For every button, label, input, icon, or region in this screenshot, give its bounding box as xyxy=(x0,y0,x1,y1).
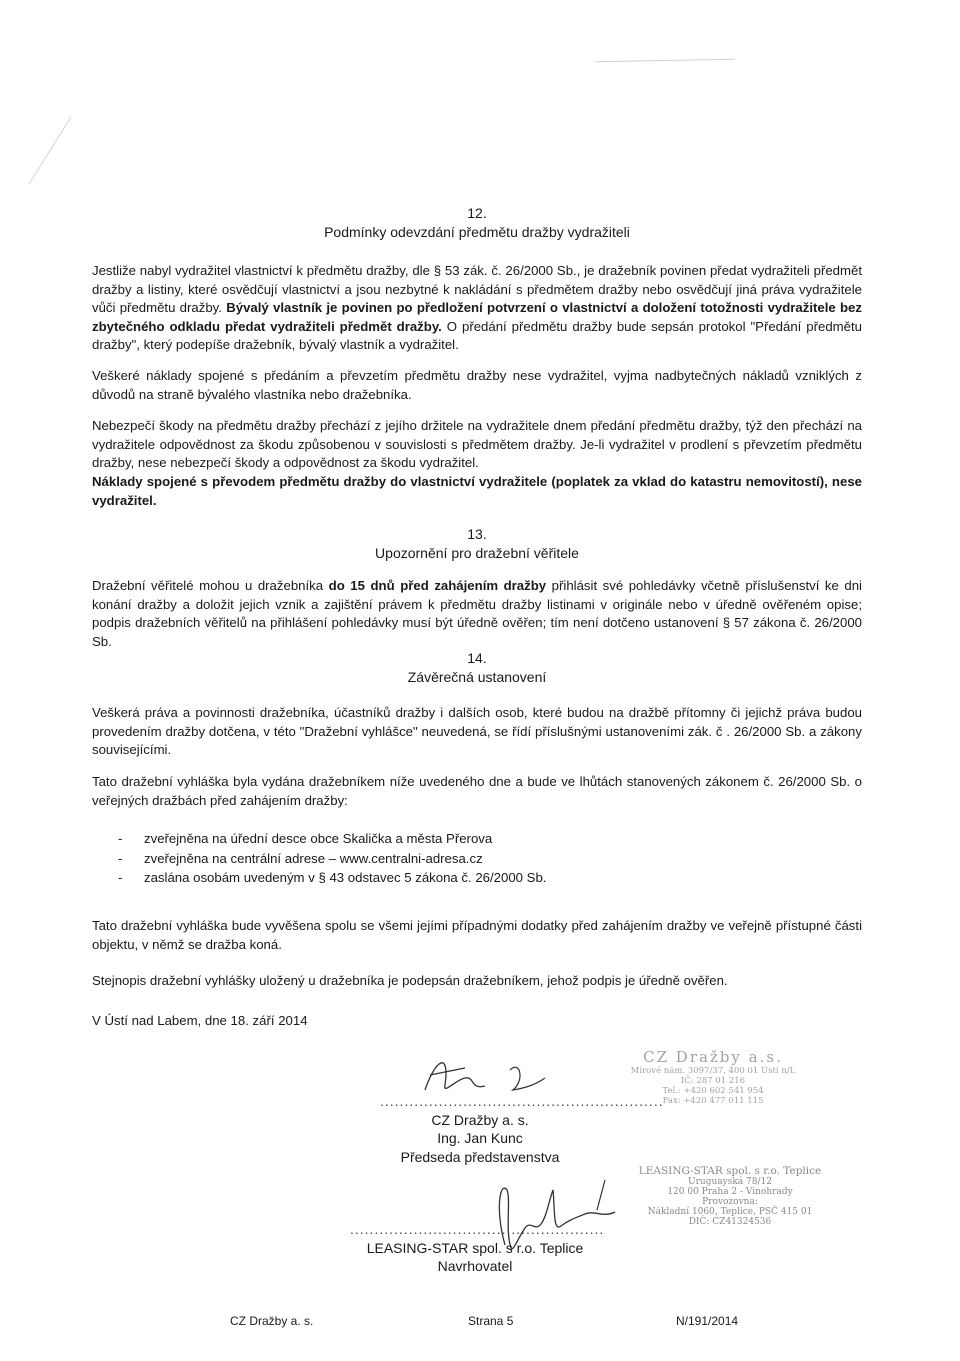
section-14-paragraph-2: Tato dražební vyhláška byla vydána dražebníkem níže uvedeného dne a bude ve lhůtách stanovených zákonem č. 26/2000 Sb. o veřejných dražbách před zahájením dražby: xyxy=(92,774,862,808)
signatory-role: Navrhovatel xyxy=(437,1258,513,1275)
stamp-line: Nákladní 1060, Teplice, PSČ 415 01 xyxy=(647,1207,813,1217)
section-13-paragraph-1 xyxy=(92,577,862,651)
list-item-text: zveřejněna na úřední desce obce Skalička a města Přerova xyxy=(144,831,493,846)
publication-list xyxy=(92,829,862,888)
company-stamp-cz-drazby xyxy=(598,1048,828,1106)
list-item-text: zveřejněna na centrální adrese – www.centralni-adresa.cz xyxy=(144,850,483,866)
section-12-paragraph-1 xyxy=(92,262,862,355)
signature-block-1 xyxy=(380,1092,664,1166)
signatory-name: Ing. Jan Kunc xyxy=(437,1130,523,1147)
section-12-paragraph-4 xyxy=(92,473,862,510)
section-12-paragraph-2: Veškeré náklady spojené s předáním a převzetím předmětu dražby nese vydražitel, vyjma nadbytečných nákladů vzniklých z důvodů na straně bývalého vlastníka nebo dražebníka. xyxy=(92,368,862,402)
stamp-title: LEASING-STAR spol. s r.o. Teplice xyxy=(638,1165,822,1177)
section-12-p1-bold: Bývalý vlastník je povinen po předložení potvrzení o vlastnictví a doložení totožnosti vydražitele bez zbytečného odkladu předat vydražiteli předmět dražby. xyxy=(92,300,862,334)
section-13-title: Upozornění pro dražební věřitele xyxy=(375,545,579,561)
section-14-title: Závěrečná ustanovení xyxy=(407,669,547,685)
scan-artifact-diagonal xyxy=(28,116,71,184)
section-13-number: 13. xyxy=(467,526,487,542)
section-13-p1-bold: do 15 dnů před zahájením dražby xyxy=(328,578,547,593)
footer-page-number: Strana 5 xyxy=(468,1314,514,1328)
list-dash: - xyxy=(118,831,123,846)
signatory-role: Předseda představenstva xyxy=(400,1148,560,1165)
stamp-line: DIČ: CZ41324536 xyxy=(688,1217,772,1227)
section-14-paragraph-1: Veškerá práva a povinnosti dražebníka, účastníků dražby i dalších osob, které budou na dražbě přítomny či jejichž práva budou provedením dražby dotčena, v této "Dražební vyhlášce" neuvedená, se řídí příslušnými ustanoveními zák. č . 26/2000 Sb. a zákony souvisejícími. xyxy=(92,705,862,758)
footer-company: CZ Dražby a. s. xyxy=(230,1314,314,1328)
section-12-paragraph-3: Nebezpečí škody na předmětu dražby přechází z jejího držitele na vydražitele dnem předání předmětu dražby, týž den přechází na vydražitele odpovědnost za škodu způsobenou v souvislosti s předmětem dražby. Je-li vydražitel v prodlení s převzetím předmětu dražby, nese nebezpečí škody a odpovědnost za škodu vydražitel. xyxy=(92,418,862,471)
list-item-text: zaslána osobám uvedeným v § 43 odstavec 5 zákona č. 26/2000 Sb. xyxy=(144,870,547,885)
stamp-line: IČ: 287 01 216 xyxy=(680,1076,746,1086)
section-12-title: Podmínky odevzdání předmětu dražby vydražiteli xyxy=(324,224,630,240)
section-14-paragraph-4: Stejnopis dražební vyhlášky uložený u dražebníka je podepsán dražebníkem, jehož podpis je úředně ověřen. xyxy=(92,973,728,988)
section-12-p4-bold: Náklady spojené s převodem předmětu dražby do vlastnictví vydražitele (poplatek za vklad do katastru nemovitostí), nese vydražitel. xyxy=(92,474,862,508)
list-item xyxy=(92,868,862,888)
stamp-line: Provozovna: xyxy=(702,1197,758,1207)
company-stamp-leasing-star xyxy=(610,1165,850,1227)
section-12-p1-text: Jestliže nabyl vydražitel vlastnictví k předmětu dražby, dle § 53 zák. č. 26/2000 Sb., je dražebník povinen předat vydražiteli předmět dražby a listiny, které osvědčují vlastnictví a jsou nezbytné k nakládání s předmětem dražby nebo osvědčují jiná práva vydražitele vůči předmětu dražby. xyxy=(92,263,862,316)
stamp-line: Tel.: +420 602 541 954 xyxy=(662,1086,764,1096)
stamp-line: Fax: +420 477 011 115 xyxy=(662,1096,764,1106)
list-dash: - xyxy=(118,850,123,866)
signatory-company: CZ Dražby a. s. xyxy=(431,1111,529,1128)
section-13-p1-text: Dražební věřitelé mohou u dražebníka xyxy=(92,578,324,593)
signatory-company: LEASING-STAR spol. s r.o. Teplice xyxy=(366,1239,584,1256)
scan-artifact-line xyxy=(595,59,735,62)
section-12-number: 12. xyxy=(467,205,487,221)
list-item xyxy=(92,829,862,849)
list-dash: - xyxy=(118,870,123,885)
signature-line: .................................................... xyxy=(350,1221,605,1237)
section-13-p1-text-end: přihlásit své pohledávky včetně příslušenství ke dni konání dražby a doložit jejich vznik a zajištění právem k předmětu dražby listinami v originále nebo v úředně ověřeném opise; podpis dražebních věřitelů na přihlášení pohledávky musí být úředně ověřen; tím není dotčeno ustanovení § 57 zákona č. 26/2000 Sb. xyxy=(92,578,862,649)
signature-block-2 xyxy=(350,1220,605,1276)
stamp-title: CZ Dražby a.s. xyxy=(643,1048,783,1066)
stamp-line: Uruguayská 78/12 xyxy=(688,1177,772,1187)
section-12-p1-text-end: O předání předmětu dražby bude sepsán protokol "Předání předmětu dražby", který podepíše dražebník, bývalý vlastník a vydražitel. xyxy=(92,318,862,353)
footer-reference-number: N/191/2014 xyxy=(676,1314,739,1328)
stamp-line: 120 00 Praha 2 - Vinohrady xyxy=(667,1187,793,1197)
place-and-date: V Ústí nad Labem, dne 18. září 2014 xyxy=(92,1013,308,1028)
section-14-number: 14. xyxy=(467,650,487,666)
stamp-line: Mírové nám. 3097/37, 400 01 Ústí n/L xyxy=(630,1066,796,1076)
list-item xyxy=(92,849,862,869)
signature-line: .......................................................... xyxy=(380,1093,664,1109)
section-14-paragraph-3: Tato dražební vyhláška bude vyvěšena spolu se všemi jejími případnými dodatky před zahájením dražby ve veřejně přístupné části objektu, v němž se dražba koná. xyxy=(92,918,862,952)
